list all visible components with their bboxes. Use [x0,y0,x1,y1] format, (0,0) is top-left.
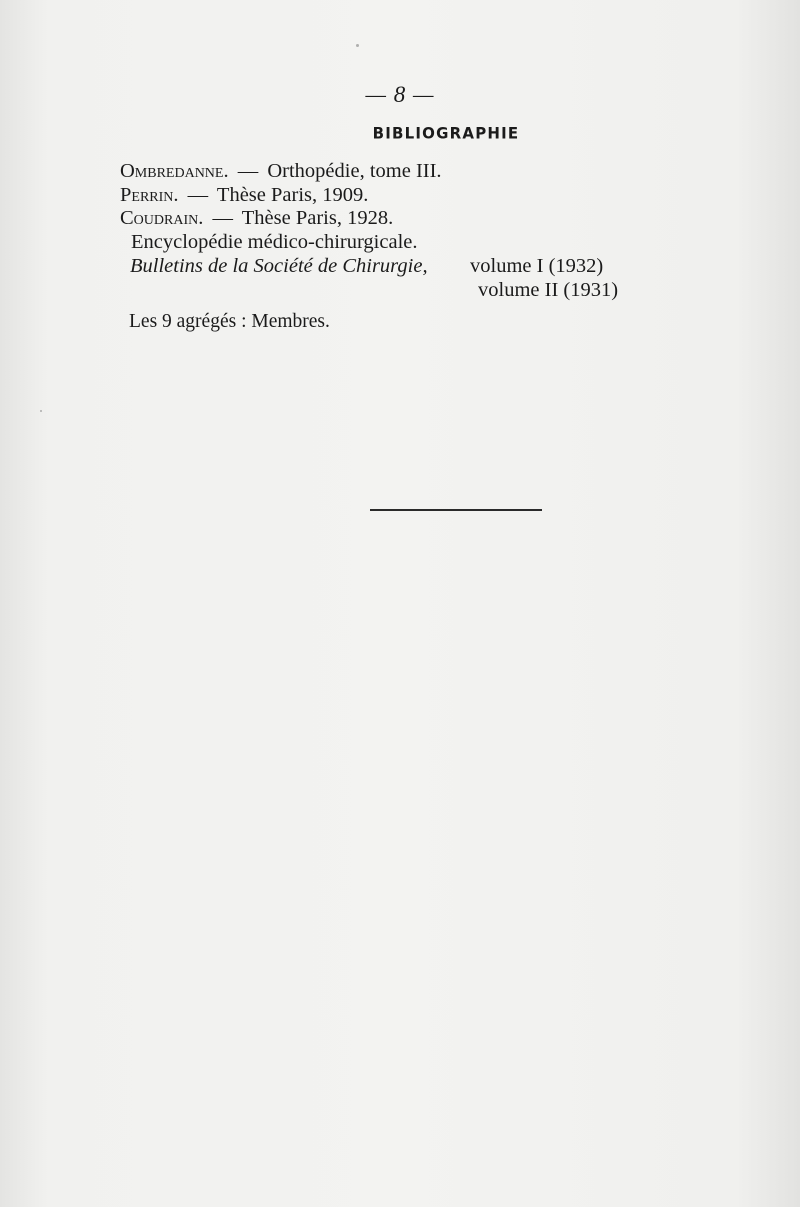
print-speck [40,410,42,412]
entry-separator: — [187,183,209,206]
entry-separator: — [237,160,259,182]
entry-separator: — [212,207,233,230]
bulletins-volume-line [120,279,680,303]
entry-author: Perrin. [120,183,179,206]
bulletins-entry [120,255,680,279]
bibliography-heading: BIBLIOGRAPHIE [372,123,520,143]
entry-text: Thèse Paris, 1928. [241,207,394,230]
entry-author: Coudrain. [120,207,204,230]
bulletins-volume-1: volume I (1932) [470,254,604,277]
encyclopedie-entry: Encyclopédie médico-chirurgicale. [131,231,418,254]
page-number: — 8 — [365,82,435,107]
bibliography-entry [120,207,680,231]
print-speck [356,44,359,47]
members-line: Les 9 agrégés : Membres. [129,311,330,333]
end-rule [370,509,542,511]
bulletins-title: Bulletins de la Société de Chirurgie, [130,254,428,277]
bulletins-volume-2: volume II (1931) [478,278,619,301]
entry-author: Ombredanne. [120,160,229,182]
bibliography-entry [120,184,680,208]
entry-text: Orthopédie, tome III. [267,160,442,182]
bibliography-list [120,160,680,334]
entry-text: Thèse Paris, 1909. [216,183,369,206]
bibliography-entry [120,160,680,184]
